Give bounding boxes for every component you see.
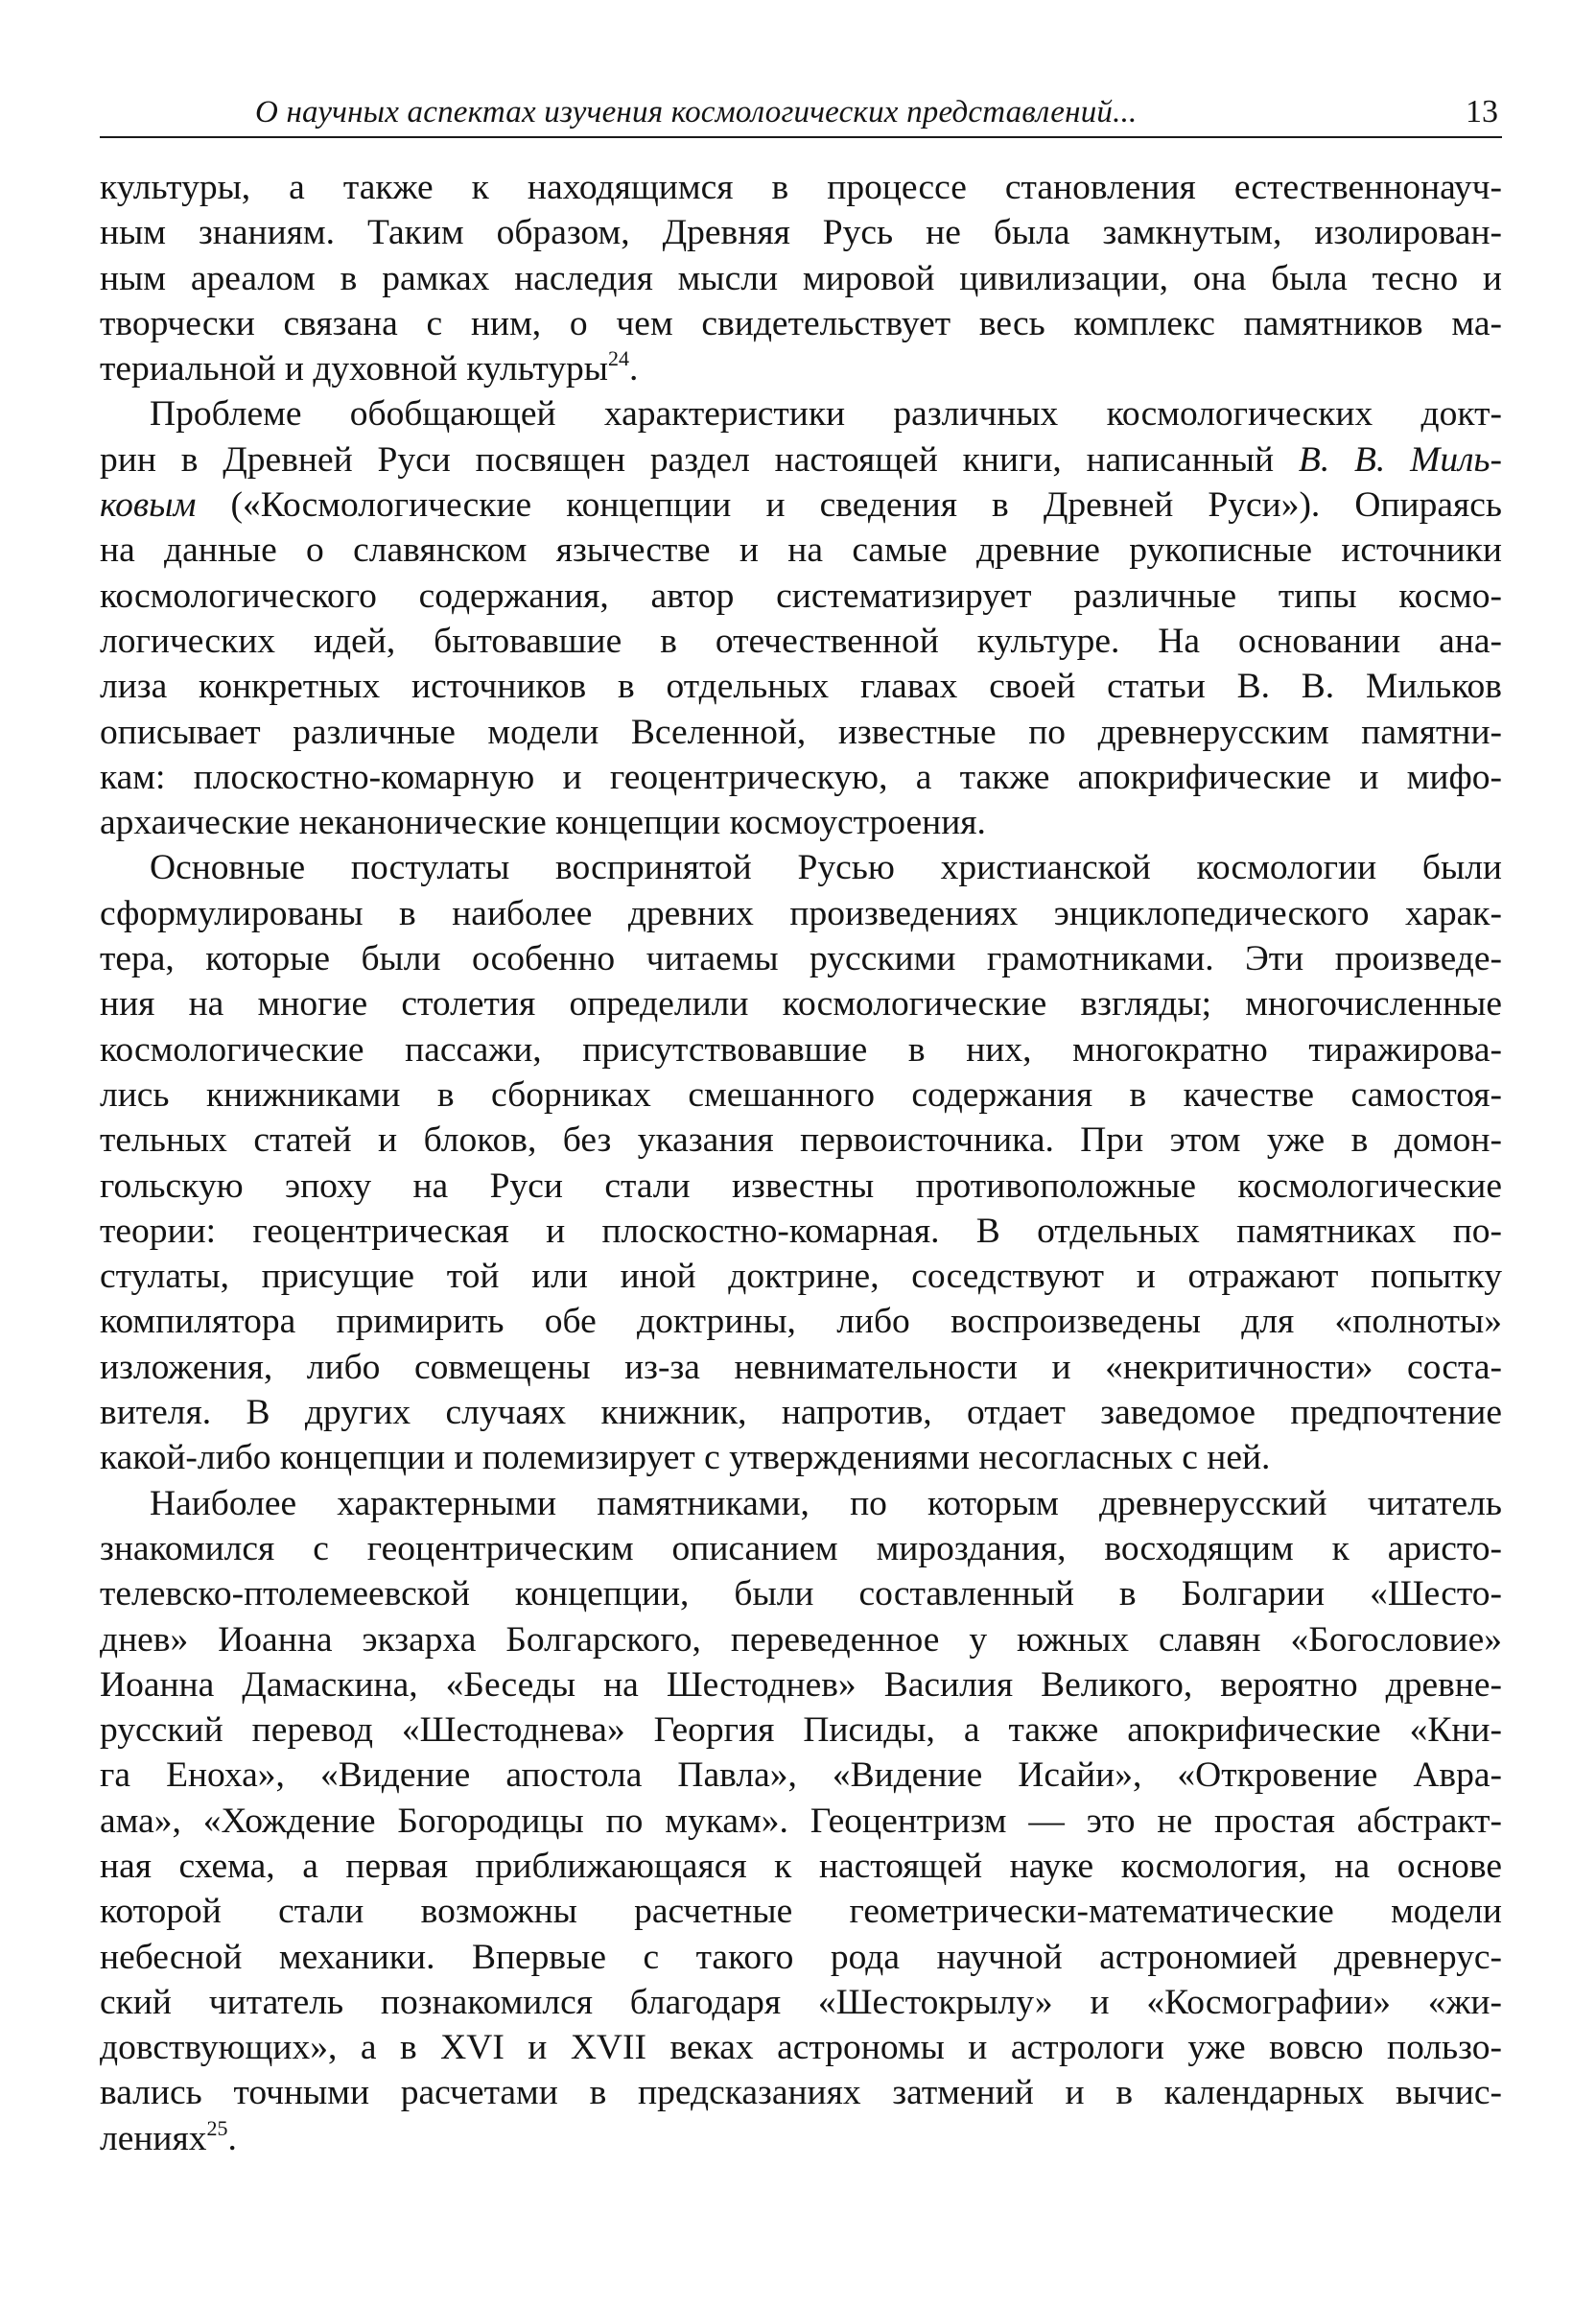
- text-fragment: лениях: [100, 2118, 207, 2158]
- text-fragment: .: [227, 2118, 237, 2158]
- text-line: небесной механики. Впервые с такого рода научной астрономией древнерус-: [100, 1937, 1502, 1977]
- text-line: сформулированы в наиболее древних произведениях энциклопедического харак-: [100, 893, 1502, 933]
- text-line: [100, 437, 1502, 483]
- text-line: описывает различные модели Вселенной, известные по древнерусским памятни-: [100, 712, 1502, 752]
- text-line: кам: плоскостно-комарную и геоцентрическую, а также апокрифические и мифо-: [100, 757, 1502, 797]
- paragraph-1: [100, 165, 1502, 391]
- body-text: [100, 165, 1502, 2161]
- text-line: га Еноха», «Видение апостола Павла», «Видение Исайи», «Откровение Авра-: [100, 1755, 1502, 1796]
- text-fragment: териальной и духовной культуры: [100, 349, 608, 389]
- text-line: гольскую эпоху на Руси стали известны противоположные космологические: [100, 1166, 1502, 1206]
- text-line: знакомился с геоцентрическим описанием мироздания, восходящим к аристо-: [100, 1528, 1502, 1568]
- text-line: [100, 346, 1502, 391]
- text-line: вителя. В других случаях книжник, напротив, отдает заведомое предпочтение: [100, 1393, 1502, 1433]
- footnote-ref: 25: [206, 2115, 228, 2140]
- text-line: тера, которые были особенно читаемы русскими грамотниками. Эти произведе-: [100, 939, 1502, 979]
- text-line: тельных статей и блоков, без указания первоисточника. При этом уже в домон-: [100, 1120, 1502, 1161]
- text-line: ама», «Хождение Богородицы по мукам». Геоцентризм — это не простая абстракт-: [100, 1801, 1502, 1841]
- text-line: компилятора примирить обе доктрины, либо воспроизведены для «полноты»: [100, 1302, 1502, 1342]
- text-line: которой стали возможны расчетные геометрически-математические модели: [100, 1892, 1502, 1932]
- footnote-ref: 24: [607, 346, 629, 371]
- text-line: теории: геоцентрическая и плоскостно-комарная. В отдельных памятниках по-: [100, 1211, 1502, 1251]
- paragraph-3: [100, 845, 1502, 1480]
- text-line: ным знаниям. Таким образом, Древняя Русь не была замкнутым, изолирован-: [100, 213, 1502, 253]
- text-line: телевско-птолемеевской концепции, были составленный в Болгарии «Шесто-: [100, 1574, 1502, 1614]
- text-line: Наиболее характерными памятниками, по которым древнерусский читатель: [150, 1483, 1502, 1523]
- text-line: ная схема, а первая приближающаяся к настоящей науке космология, на основе: [100, 1846, 1502, 1886]
- author-name-italic: ковым: [100, 485, 197, 526]
- text-line: ский читатель познакомился благодаря «Шестокрылу» и «Космографии» «жи-: [100, 1982, 1502, 2022]
- text-line: лиза конкретных источников в отдельных главах своей статьи В. В. Мильков: [100, 667, 1502, 707]
- text-line: логических идей, бытовавшие в отечественной культуре. На основании ана-: [100, 621, 1502, 661]
- text-line: вались точными расчетами в предсказаниях затмений и в календарных вычис-: [100, 2073, 1502, 2113]
- author-name-italic: В. В. Миль-: [1298, 439, 1502, 480]
- text-line: космологические пассажи, присутствовавшие в них, многократно тиражирова-: [100, 1029, 1502, 1070]
- text-line: культуры, а также к находящимся в процессе становления естественнонауч-: [100, 168, 1502, 207]
- text-line: Иоанна Дамаскина, «Беседы на Шестоднев» Василия Великого, вероятно древне-: [100, 1664, 1502, 1705]
- text-line: ным ареалом в рамках наследия мысли мировой цивилизации, она была тесно и: [100, 258, 1502, 298]
- text-fragment: («Космологические концепции и сведения в Древней Руси»). Опираясь: [196, 485, 1502, 526]
- text-line: днев» Иоанна экзарха Болгарского, переведенное у южных славян «Богословие»: [100, 1619, 1502, 1660]
- text-line: [100, 483, 1502, 528]
- text-fragment: рин в Древней Руси посвящен раздел настоящей книги, написанный: [100, 439, 1299, 480]
- text-line: ния на многие столетия определили космологические взгляды; многочисленные: [100, 984, 1502, 1024]
- paragraph-4: [100, 1481, 1502, 2161]
- text-line: на данные о славянском язычестве и на самые древние рукописные источники: [100, 530, 1502, 571]
- text-line: стулаты, присущие той или иной доктрине, соседствуют и отражают попытку: [100, 1257, 1502, 1297]
- text-line: русский перевод «Шестоднева» Георгия Писиды, а также апокрифические «Кни-: [100, 1710, 1502, 1751]
- paragraph-2: [100, 391, 1502, 845]
- text-line: космологического содержания, автор систематизирует различные типы космо-: [100, 576, 1502, 616]
- text-fragment: .: [628, 349, 639, 389]
- running-title: О научных аспектах изучения космологических представлений...: [255, 95, 1138, 130]
- running-header: [100, 88, 1502, 138]
- text-line: лись книжниками в сборниках смешанного содержания в качестве самостоя-: [100, 1074, 1502, 1115]
- text-line: Основные постулаты воспринятой Русью христианской космологии были: [150, 848, 1502, 888]
- text-line: архаические неканонические концепции космоустроения.: [100, 803, 986, 843]
- text-line: Проблеме обобщающей характеристики различных космологических докт-: [150, 394, 1502, 435]
- text-line: какой-либо концепции и полемизирует с утверждениями несогласных с ней.: [100, 1438, 1271, 1478]
- text-line: [100, 2116, 1502, 2161]
- text-line: изложения, либо совмещены из-за невнимательности и «некритичности» соста-: [100, 1347, 1502, 1387]
- text-line: творчески связана с ним, о чем свидетельствует весь комплекс памятников ма-: [100, 303, 1502, 343]
- page-number: 13: [1466, 94, 1498, 130]
- text-line: довствующих», а в XVI и XVII веках астрономы и астрологи уже вовсю пользо-: [100, 2028, 1502, 2068]
